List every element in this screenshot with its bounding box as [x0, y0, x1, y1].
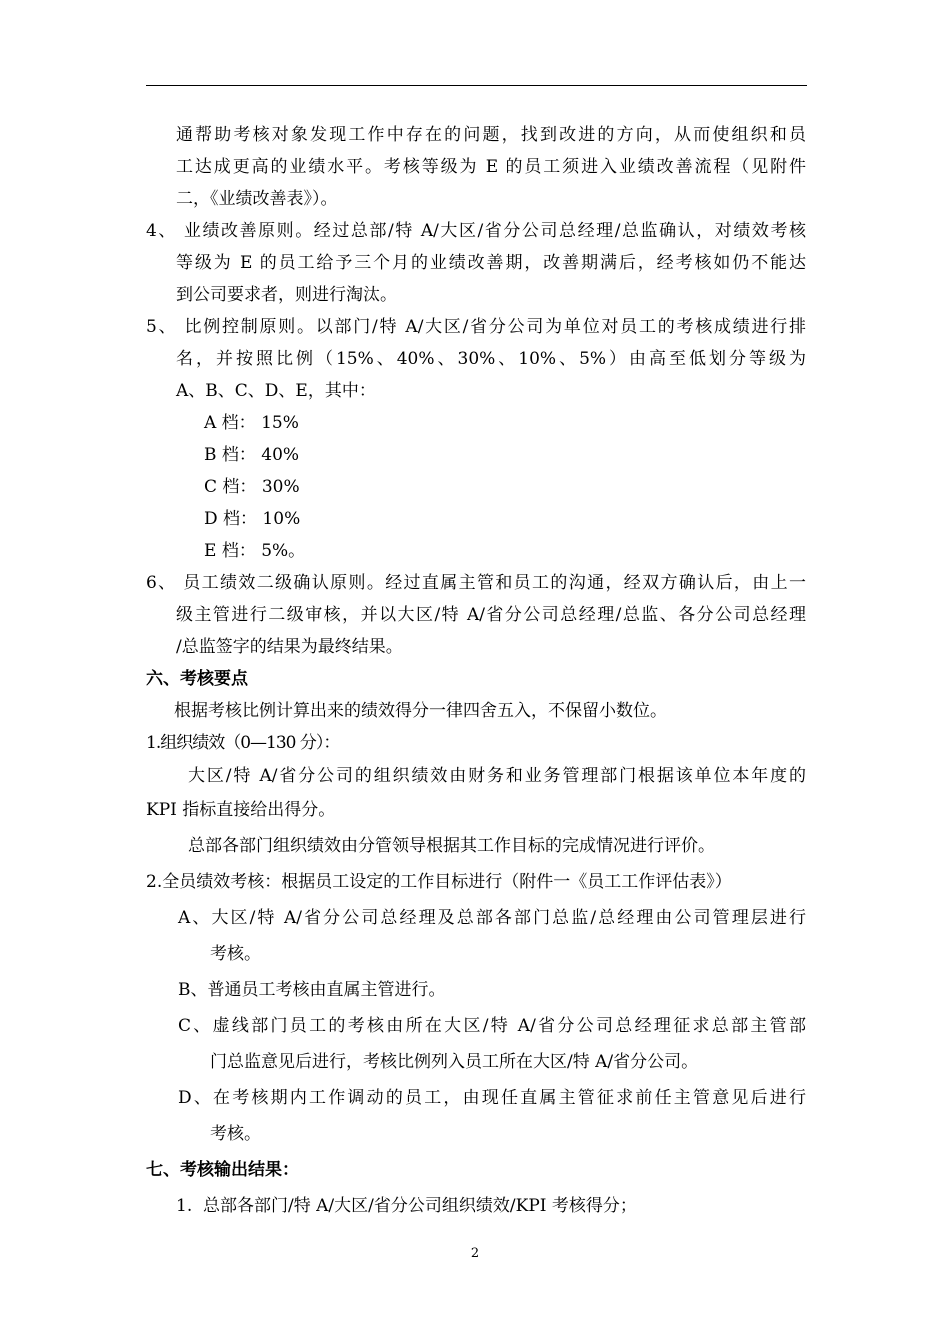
grade-e-line: E 档： 5%。: [204, 541, 306, 561]
body-line: 考核。: [210, 1124, 261, 1144]
grade-d-line: D 档： 10%: [204, 509, 301, 529]
list-item-c: C、虚线部门员工的考核由所在大区/特 A/省分公司总经理征求总部主管部: [178, 1016, 806, 1036]
body-line: 门总监意见后进行，考核比例列入员工所在大区/特 A/省分公司。: [210, 1052, 699, 1072]
body-line: 考核。: [210, 944, 261, 964]
list-item-5: 5、 比例控制原则。以部门/特 A/大区/省分公司为单位对员工的考核成绩进行排: [146, 317, 806, 337]
list-item-b: B、普通员工考核由直属主管进行。: [178, 980, 446, 1000]
list-item-d: D、在考核期内工作调动的员工，由现任直属主管征求前任主管意见后进行: [178, 1088, 806, 1108]
body-line: 工达成更高的业绩水平。考核等级为 E 的员工须进入业绩改善流程（见附件: [176, 157, 806, 177]
body-line: 大区/特 A/省分公司的组织绩效由财务和业务管理部门根据该单位本年度的: [188, 766, 806, 786]
page-number: 2: [470, 1246, 480, 1261]
subheading-1: 1.组织绩效（0—130 分）：: [146, 733, 340, 753]
body-line: 到公司要求者，则进行淘汰。: [176, 285, 397, 305]
body-line: 名，并按照比例（15%、40%、30%、10%、5%）由高至低划分等级为: [176, 349, 806, 369]
grade-b-line: B 档： 40%: [204, 445, 300, 465]
grade-c-line: C 档： 30%: [204, 477, 300, 497]
body-line: /总监签字的结果为最终结果。: [176, 637, 403, 657]
section-heading-6: 六、考核要点: [146, 669, 248, 689]
body-line: 二，《业绩改善表》）。: [176, 189, 338, 209]
output-item-1: 1. 总部各部门/特 A/大区/省分公司组织绩效/KPI 考核得分；: [176, 1196, 637, 1216]
body-line: A、B、C、D、E，其中：: [176, 381, 376, 401]
body-line: 总部各部门组织绩效由分管领导根据其工作目标的完成情况进行评价。: [188, 836, 715, 856]
list-item-6: 6、 员工绩效二级确认原则。经过直属主管和员工的沟通，经双方确认后，由上一: [146, 573, 806, 593]
subheading-2: 2.全员绩效考核：根据员工设定的工作目标进行（附件一《员工工作评估表》）: [146, 872, 732, 892]
section-heading-7: 七、考核输出结果：: [146, 1160, 299, 1180]
list-item-4: 4、 业绩改善原则。经过总部/特 A/大区/省分公司总经理/总监确认，对绩效考核: [146, 221, 806, 241]
body-line: KPI 指标直接给出得分。: [146, 800, 336, 820]
list-item-a: A、大区/特 A/省分公司总经理及总部各部门总监/总经理由公司管理层进行: [178, 908, 806, 928]
grade-a-line: A 档： 15%: [204, 413, 299, 433]
body-line: 等级为 E 的员工给予三个月的业绩改善期，改善期满后，经考核如仍不能达: [176, 253, 806, 273]
body-line: 级主管进行二级审核，并以大区/特 A/省分公司总经理/总监、各分公司总经理: [176, 605, 806, 625]
header-rule: [146, 85, 807, 86]
body-line: 根据考核比例计算出来的绩效得分一律四舍五入，不保留小数位。: [174, 701, 667, 721]
body-line: 通帮助考核对象发现工作中存在的问题，找到改进的方向，从而使组织和员: [176, 125, 806, 145]
